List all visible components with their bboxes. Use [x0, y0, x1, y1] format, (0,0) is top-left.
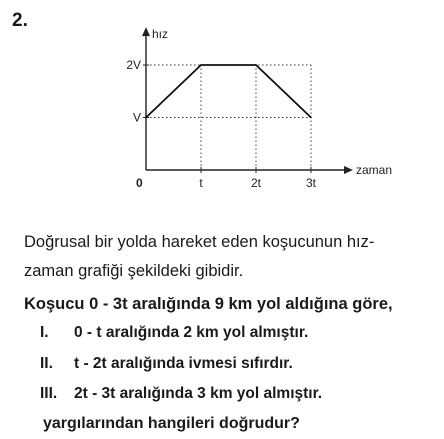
statement-text: 2t - 3t aralığında 3 km yol almıştır.: [74, 385, 323, 402]
statement-2: [40, 355, 293, 373]
x-tick-label: 2t: [250, 176, 262, 190]
data-point: [310, 117, 312, 119]
problem-prompt: Koşucu 0 - 3t aralığında 9 km yol aldığına göre,: [24, 295, 393, 313]
origin-label: 0: [136, 176, 143, 190]
y-axis-arrow: [142, 27, 150, 36]
description-line-1: Doğrusal bir yolda hareket eden koşucunun hız-: [24, 233, 375, 251]
problem-description: [24, 228, 434, 286]
statement-number: II.: [40, 355, 53, 372]
statement-1: [40, 324, 308, 342]
x-tick-label: 3t: [305, 176, 317, 190]
y-axis-label: hız: [152, 27, 169, 42]
guide-lines: [146, 65, 311, 170]
question-number: 2.: [12, 10, 28, 31]
x-axis-arrow: [344, 166, 353, 174]
statement-text: 0 - t aralığında 2 km yol almıştır.: [74, 324, 309, 341]
axis-labels: [126, 27, 392, 190]
series-line: [145, 64, 312, 118]
statement-number: I.: [40, 324, 49, 341]
y-tick-label: 2V: [126, 58, 141, 72]
velocity-line: [146, 65, 311, 118]
x-axis-label: zaman: [356, 163, 393, 177]
statement-text: t - 2t aralığında ivmesi sıfırdır.: [74, 355, 293, 372]
data-point: [200, 64, 202, 66]
x-tick-label: t: [199, 176, 203, 190]
y-tick-label: V: [132, 110, 141, 125]
statement-number: III.: [40, 385, 58, 402]
velocity-time-graph: [0, 0, 444, 215]
statement-3: [40, 385, 322, 403]
data-point: [145, 117, 147, 119]
axes: [142, 27, 353, 174]
data-point: [255, 64, 257, 66]
question-text: yargılarından hangileri doğrudur?: [43, 415, 300, 432]
description-line-2: zaman grafiği şekildeki gibidir.: [24, 262, 244, 280]
